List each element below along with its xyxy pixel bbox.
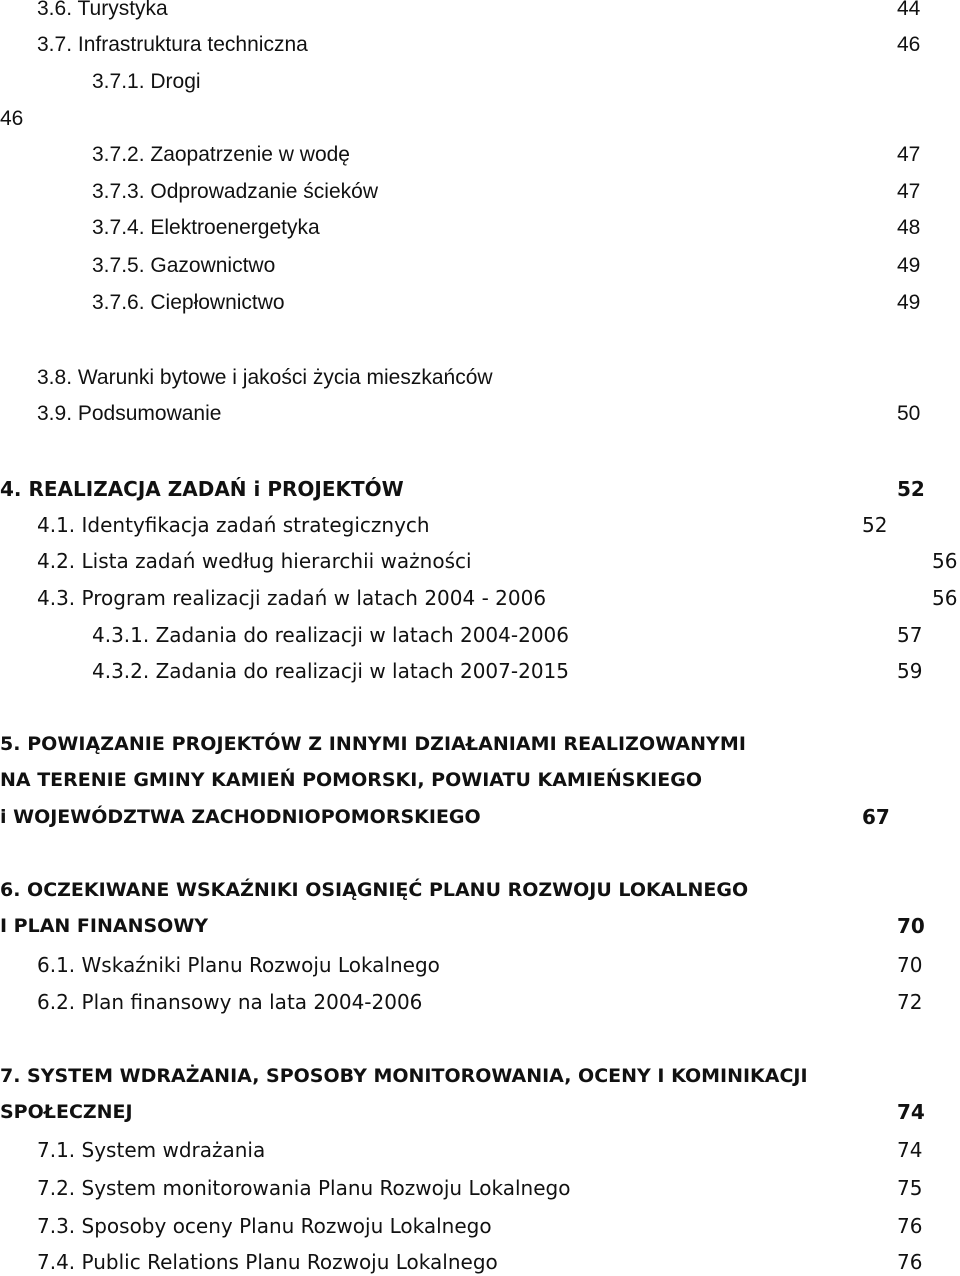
toc-chapter-label: 4. REALIZACJA ZADAŃ i PROJEKTÓW: [0, 477, 404, 501]
toc-entry-page: 74: [897, 1138, 923, 1162]
toc-entry-label: 3.7.6. Ciepłownictwo: [92, 291, 285, 314]
toc-entry-label: 7.1. System wdrażania: [37, 1138, 266, 1162]
toc-entry-page: 75: [897, 1176, 923, 1200]
toc-entry-page: 47: [897, 143, 921, 166]
toc-entry-page: 46: [897, 33, 921, 56]
toc-entry-page: 72: [897, 990, 923, 1014]
toc-entry-page: 76: [897, 1250, 923, 1274]
toc-entry-page: 52: [897, 477, 925, 501]
toc-entry-page: 70: [897, 914, 925, 938]
toc-chapter-label: 7. SYSTEM WDRAŻANIA, SPOSOBY MONITOROWANIA, OCENY I KOMINIKACJI: [0, 1065, 808, 1087]
toc-entry-page: 46: [0, 107, 24, 130]
toc-chapter-label: I PLAN FINANSOWY: [0, 915, 209, 937]
toc-entry-label: 3.7.5. Gazownictwo: [92, 254, 276, 277]
toc-entry-page: 49: [897, 254, 921, 277]
toc-chapter-label: i WOJEWÓDZTWA ZACHODNIOPOMORSKIEGO: [0, 806, 481, 828]
toc-entry-page: 52: [862, 513, 888, 537]
toc-chapter-label: 5. POWIĄZANIE PROJEKTÓW Z INNYMI DZIAŁANIAMI REALIZOWANYMI: [0, 733, 746, 755]
toc-entry-label: 6.1. Wskaźniki Planu Rozwoju Lokalnego: [37, 953, 440, 977]
toc-entry-label: 3.7.1. Drogi: [92, 70, 201, 93]
toc-entry-page: 74: [897, 1100, 925, 1124]
toc-entry-page: 49: [897, 291, 921, 314]
toc-entry-page: 70: [897, 953, 923, 977]
toc-entry-label: 6.2. Plan finansowy na lata 2004-2006: [37, 990, 423, 1014]
toc-entry-label: 4.2. Lista zadań według hierarchii ważności: [37, 549, 472, 573]
toc-entry-label: 4.3.1. Zadania do realizacji w latach 2004-2006: [92, 623, 569, 647]
toc-entry-page: 59: [897, 659, 923, 683]
toc-entry-label: 7.3. Sposoby oceny Planu Rozwoju Lokalnego: [37, 1214, 492, 1238]
toc-entry-label: 7.4. Public Relations Planu Rozwoju Lokalnego: [37, 1250, 498, 1274]
toc-entry-label: 3.6. Turystyka: [37, 0, 168, 20]
toc-chapter-label: 6. OCZEKIWANE WSKAŹNIKI OSIĄGNIĘĆ PLANU ROZWOJU LOKALNEGO: [0, 879, 749, 901]
toc-entry-label: 7.2. System monitorowania Planu Rozwoju Lokalnego: [37, 1176, 571, 1200]
toc-entry-page: 67: [862, 805, 890, 829]
toc-entry-label: 4.3.2. Zadania do realizacji w latach 2007-2015: [92, 659, 569, 683]
toc-entry-label: 3.7. Infrastruktura techniczna: [37, 33, 308, 56]
toc-entry-label: 4.1. Identyfikacja zadań strategicznych: [37, 513, 430, 537]
toc-entry-page: 44: [897, 0, 921, 20]
toc-chapter-label: NA TERENIE GMINY KAMIEŃ POMORSKI, POWIATU KAMIEŃSKIEGO: [0, 769, 702, 791]
toc-chapter-label: SPOŁECZNEJ: [0, 1101, 133, 1123]
toc-entry-label: 3.8. Warunki bytowe i jakości życia mieszkańców: [37, 366, 493, 389]
toc-entry-label: 3.7.2. Zaopatrzenie w wodę: [92, 143, 350, 166]
toc-entry-page: 47: [897, 180, 921, 203]
toc-entry-label: 3.7.4. Elektroenergetyka: [92, 216, 320, 239]
toc-entry-page: 48: [897, 216, 921, 239]
toc-entry-label: 4.3. Program realizacji zadań w latach 2004 - 2006: [37, 586, 547, 610]
toc-entry-page: 76: [897, 1214, 923, 1238]
toc-entry-label: 3.7.3. Odprowadzanie ścieków: [92, 180, 378, 203]
toc-entry-page: 56: [932, 586, 958, 610]
toc-entry-label: 3.9. Podsumowanie: [37, 402, 222, 425]
toc-entry-page: 56: [932, 549, 958, 573]
toc-entry-page: 50: [897, 402, 921, 425]
toc-entry-page: 57: [897, 623, 923, 647]
